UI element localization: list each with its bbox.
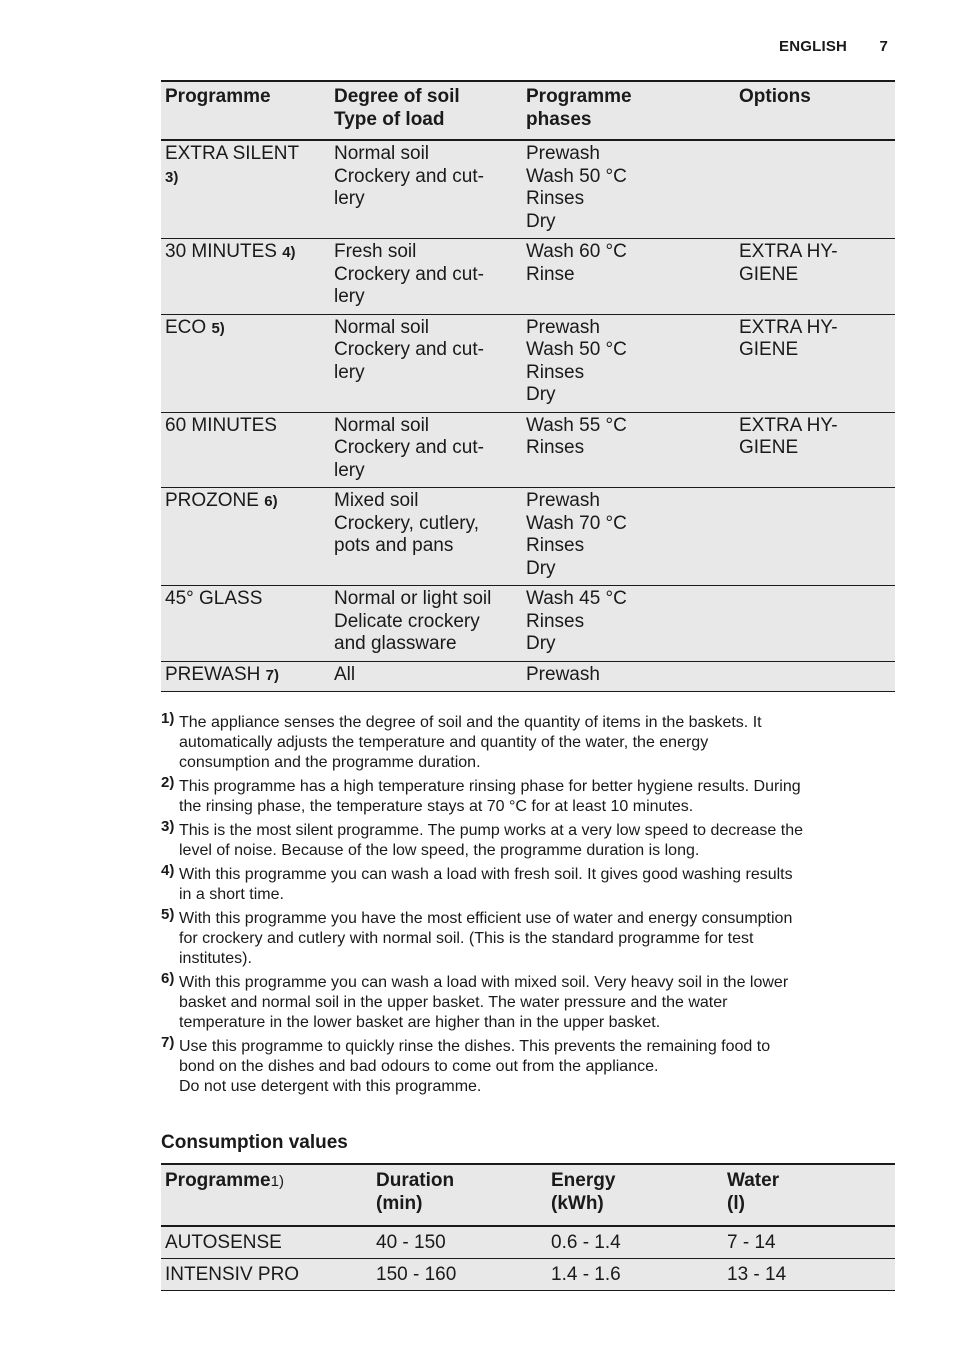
- programme-name: [161, 239, 330, 315]
- cell-phases: Prewash Wash 50 °C Rinses Dry: [522, 314, 735, 412]
- consumption-cell: INTENSIV PRO: [161, 1259, 372, 1291]
- cell-phases: Wash 45 °C Rinses Dry: [522, 586, 735, 662]
- cell-soil: Normal soil Crockery and cut- lery: [330, 412, 522, 488]
- programme-name-text: 45° GLASS: [165, 588, 263, 609]
- programme-name-text: PROZONE: [165, 490, 259, 511]
- footnote-text: Use this programme to quickly rinse the dishes. This prevents the remaining food to bond on the dishes and bad odours to come out from the appliance. Do not use detergent with this programme.: [179, 1038, 771, 1095]
- cell-soil: Normal soil Crockery and cut- lery: [330, 314, 522, 412]
- consumption-col: Programme$^{1)}$: [161, 1164, 372, 1226]
- language-label: ENGLISH: [779, 38, 848, 55]
- consumption-table: [161, 1163, 895, 1291]
- programme-name: [161, 412, 330, 488]
- page-header: [779, 38, 888, 55]
- cell-soil: Fresh soil Crockery and cut- lery: [330, 239, 522, 315]
- col-degree-of-soil: Degree of soil Type of load: [330, 81, 522, 140]
- footnote-text: This is the most silent programme. The pump works at a very low speed to decrease the level of noise. Because of the low speed, the programme duration is long.: [179, 822, 803, 859]
- table-row: [161, 661, 895, 692]
- table-row: [161, 1226, 895, 1259]
- programme-name: [161, 586, 330, 662]
- footnote: [161, 862, 895, 905]
- footnote: [161, 906, 895, 969]
- cell-options: [735, 488, 895, 586]
- cell-soil: All: [330, 661, 522, 692]
- table-row: [161, 488, 895, 586]
- footnote-ref: 6): [264, 493, 278, 510]
- footnote-text: With this programme you can wash a load with fresh soil. It gives good washing results in a short time.: [179, 866, 793, 903]
- page-number: 7: [879, 38, 888, 55]
- programme-name-text: PREWASH: [165, 663, 261, 685]
- cell-phases: Wash 55 °C Rinses: [522, 412, 735, 488]
- footnote: [161, 970, 895, 1033]
- programme-name: [161, 488, 330, 586]
- footnote: [161, 1034, 895, 1097]
- footnote-number: 2): [161, 774, 175, 791]
- table-row: [161, 1259, 895, 1291]
- table-row: [161, 586, 895, 662]
- footnote-text: With this programme you can wash a load with mixed soil. Very heavy soil in the lower basket and normal soil in the upper basket. The water pressure and the water temperature in the lower basket are higher than in the upper basket.: [179, 974, 789, 1031]
- consumption-col: Energy (kWh): [547, 1164, 723, 1226]
- consumption-cell: 0.6 - 1.4: [547, 1226, 723, 1259]
- programme-name-text: ECO: [165, 316, 207, 338]
- cell-options: [735, 661, 895, 692]
- footnote-ref: 4): [282, 244, 296, 261]
- footnote-number: 3): [161, 818, 175, 835]
- programme-name: [161, 314, 330, 412]
- footnote-text: This programme has a high temperature rinsing phase for better hygiene results. During the rinsing phase, the temperature stays at 70 °C for at least 10 minutes.: [179, 778, 801, 815]
- consumption-cell: 1.4 - 1.6: [547, 1259, 723, 1291]
- footnote-number: 5): [161, 906, 175, 923]
- programme-name-text: 30 MINUTES: [165, 241, 277, 262]
- cell-options: EXTRA HY- GIENE: [735, 239, 895, 315]
- footnote-text: With this programme you have the most efficient use of water and energy consumption for crockery and cutlery with normal soil. (This is the standard programme for test institutes).: [179, 910, 793, 967]
- programme-name-text: 60 MINUTES: [165, 414, 277, 436]
- table-row: [161, 314, 895, 412]
- cell-soil: Mixed soil Crockery, cutlery, pots and pans: [330, 488, 522, 586]
- footnote-ref: 3): [165, 168, 179, 186]
- consumption-table-header: [161, 1164, 895, 1226]
- footnote-number: 4): [161, 862, 175, 879]
- cell-options: EXTRA HY- GIENE: [735, 314, 895, 412]
- cell-phases: Prewash Wash 50 °C Rinses Dry: [522, 140, 735, 239]
- footnote-number: 7): [161, 1034, 175, 1051]
- footnotes: [161, 710, 895, 1101]
- consumption-cell: AUTOSENSE: [161, 1226, 372, 1259]
- table-row: [161, 412, 895, 488]
- footnote-ref: 7): [265, 666, 279, 684]
- table-row: [161, 140, 895, 239]
- programme-table-header: [161, 81, 895, 140]
- programme-name: [161, 140, 330, 239]
- consumption-title: Consumption values: [161, 1132, 348, 1153]
- cell-phases: Wash 60 °C Rinse: [522, 239, 735, 315]
- footnote-number: 1): [161, 710, 175, 727]
- footnote-ref: 1): [270, 1173, 284, 1190]
- footnote: [161, 818, 895, 861]
- consumption-cell: 150 - 160: [372, 1259, 547, 1291]
- programme-name-text: EXTRA SILENT: [165, 143, 300, 164]
- consumption-cell: 13 - 14: [723, 1259, 895, 1291]
- cell-soil: Normal soil Crockery and cut- lery: [330, 140, 522, 239]
- table-row: [161, 239, 895, 315]
- cell-options: EXTRA HY- GIENE: [735, 412, 895, 488]
- cell-options: [735, 586, 895, 662]
- footnote: [161, 774, 895, 817]
- consumption-col: Water (l): [723, 1164, 895, 1226]
- programme-name: [161, 661, 330, 692]
- footnote: [161, 710, 895, 773]
- consumption-col: Duration (min): [372, 1164, 547, 1226]
- col-programme: Programme: [161, 81, 330, 140]
- col-programme-phases: Programme phases: [522, 81, 735, 140]
- cell-phases: Prewash Wash 70 °C Rinses Dry: [522, 488, 735, 586]
- cell-phases: Prewash: [522, 661, 735, 692]
- consumption-cell: 40 - 150: [372, 1226, 547, 1259]
- consumption-cell: 7 - 14: [723, 1226, 895, 1259]
- footnote-text: The appliance senses the degree of soil and the quantity of items in the baskets. It automatically adjusts the temperature and quantity of the water, the energy consumption and the programme duration.: [179, 714, 762, 771]
- footnote-number: 6): [161, 970, 175, 987]
- cell-soil: Normal or light soil Delicate crockery and glassware: [330, 586, 522, 662]
- programme-table: [161, 80, 895, 692]
- col-options: Options: [735, 81, 895, 140]
- footnote-ref: 5): [211, 319, 225, 337]
- cell-options: [735, 140, 895, 239]
